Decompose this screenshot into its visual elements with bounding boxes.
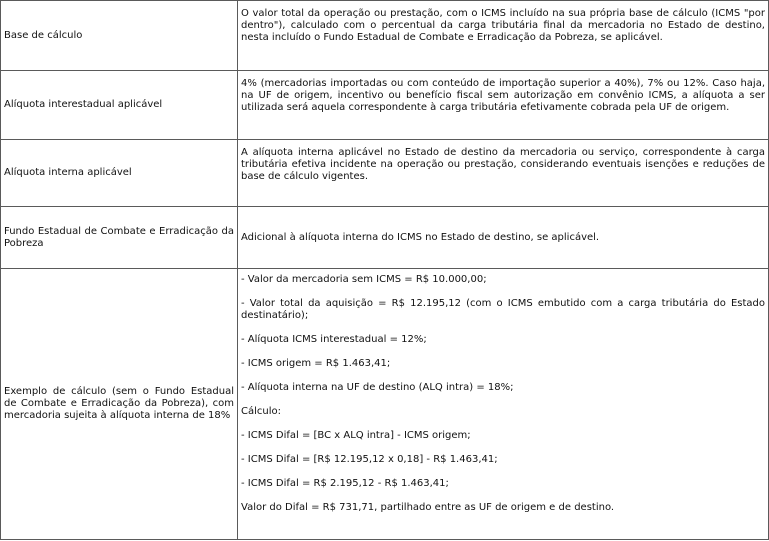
example-line: - Valor total da aquisição = R$ 12.195,12 (com o ICMS embutido com a carga tributária do Estado destinatário); (241, 298, 765, 321)
table-row (1, 207, 769, 269)
example-line: Valor do Difal = R$ 731,71, partilhado entre as UF de origem e de destino. (241, 502, 615, 513)
example-line: - ICMS Difal = R$ 2.195,12 - R$ 1.463,41; (241, 478, 449, 489)
row-value-aliquota-interestadual: 4% (mercadorias importadas ou com conteúdo de importação superior a 40%), 7% ou 12%. Caso haja, na UF de origem, incentivo ou benefício fiscal sem autorização em convênio ICMS, a alíquota a ser utilizada será aquela correspondente à carga tributária efetivamente cobrada pela UF de origem. (238, 71, 769, 140)
row-label-aliquota-interestadual: Alíquota interestadual aplicável (1, 71, 238, 140)
table-row (1, 140, 769, 207)
example-line: - ICMS Difal = [R$ 12.195,12 x 0,18] - R$ 1.463,41; (241, 454, 498, 465)
example-line: Cálculo: (241, 406, 281, 417)
row-value-base-calculo: O valor total da operação ou prestação, com o ICMS incluído na sua própria base de cálculo (ICMS "por dentro"), calculado com o percentual da carga tributária final da mercadoria no Estado de destino, nesta incluído o Fundo Estadual de Combate e Erradicação da Pobreza, se aplicável. (238, 1, 769, 71)
example-line: - Alíquota ICMS interestadual = 12%; (241, 334, 427, 345)
example-lines (241, 269, 765, 514)
row-value-aliquota-interna: A alíquota interna aplicável no Estado de destino da mercadoria ou serviço, correspondente à carga tributária efetiva incidente na operação ou prestação, considerando eventuais isenções e reduções de base de cálculo vigentes. (238, 140, 769, 207)
example-line: - ICMS origem = R$ 1.463,41; (241, 358, 391, 369)
row-label-exemplo-calculo: Exemplo de cálculo (sem o Fundo Estadual de Combate e Erradicação da Pobreza), com mercadoria sujeita à alíquota interna de 18% (1, 269, 238, 540)
table-row (1, 71, 769, 140)
row-value-exemplo-calculo (238, 269, 769, 540)
row-value-fundo-estadual: Adicional à alíquota interna do ICMS no Estado de destino, se aplicável. (238, 207, 769, 269)
example-line: - Valor da mercadoria sem ICMS = R$ 10.000,00; (241, 274, 487, 285)
table-row (1, 269, 769, 540)
table-row (1, 1, 769, 71)
row-label-base-calculo: Base de cálculo (1, 1, 238, 71)
row-label-fundo-estadual: Fundo Estadual de Combate e Erradicação da Pobreza (1, 207, 238, 269)
example-line: - Alíquota interna na UF de destino (ALQ intra) = 18%; (241, 382, 514, 393)
row-label-aliquota-interna: Alíquota interna aplicável (1, 140, 238, 207)
example-line: - ICMS Difal = [BC x ALQ intra] - ICMS origem; (241, 430, 471, 441)
